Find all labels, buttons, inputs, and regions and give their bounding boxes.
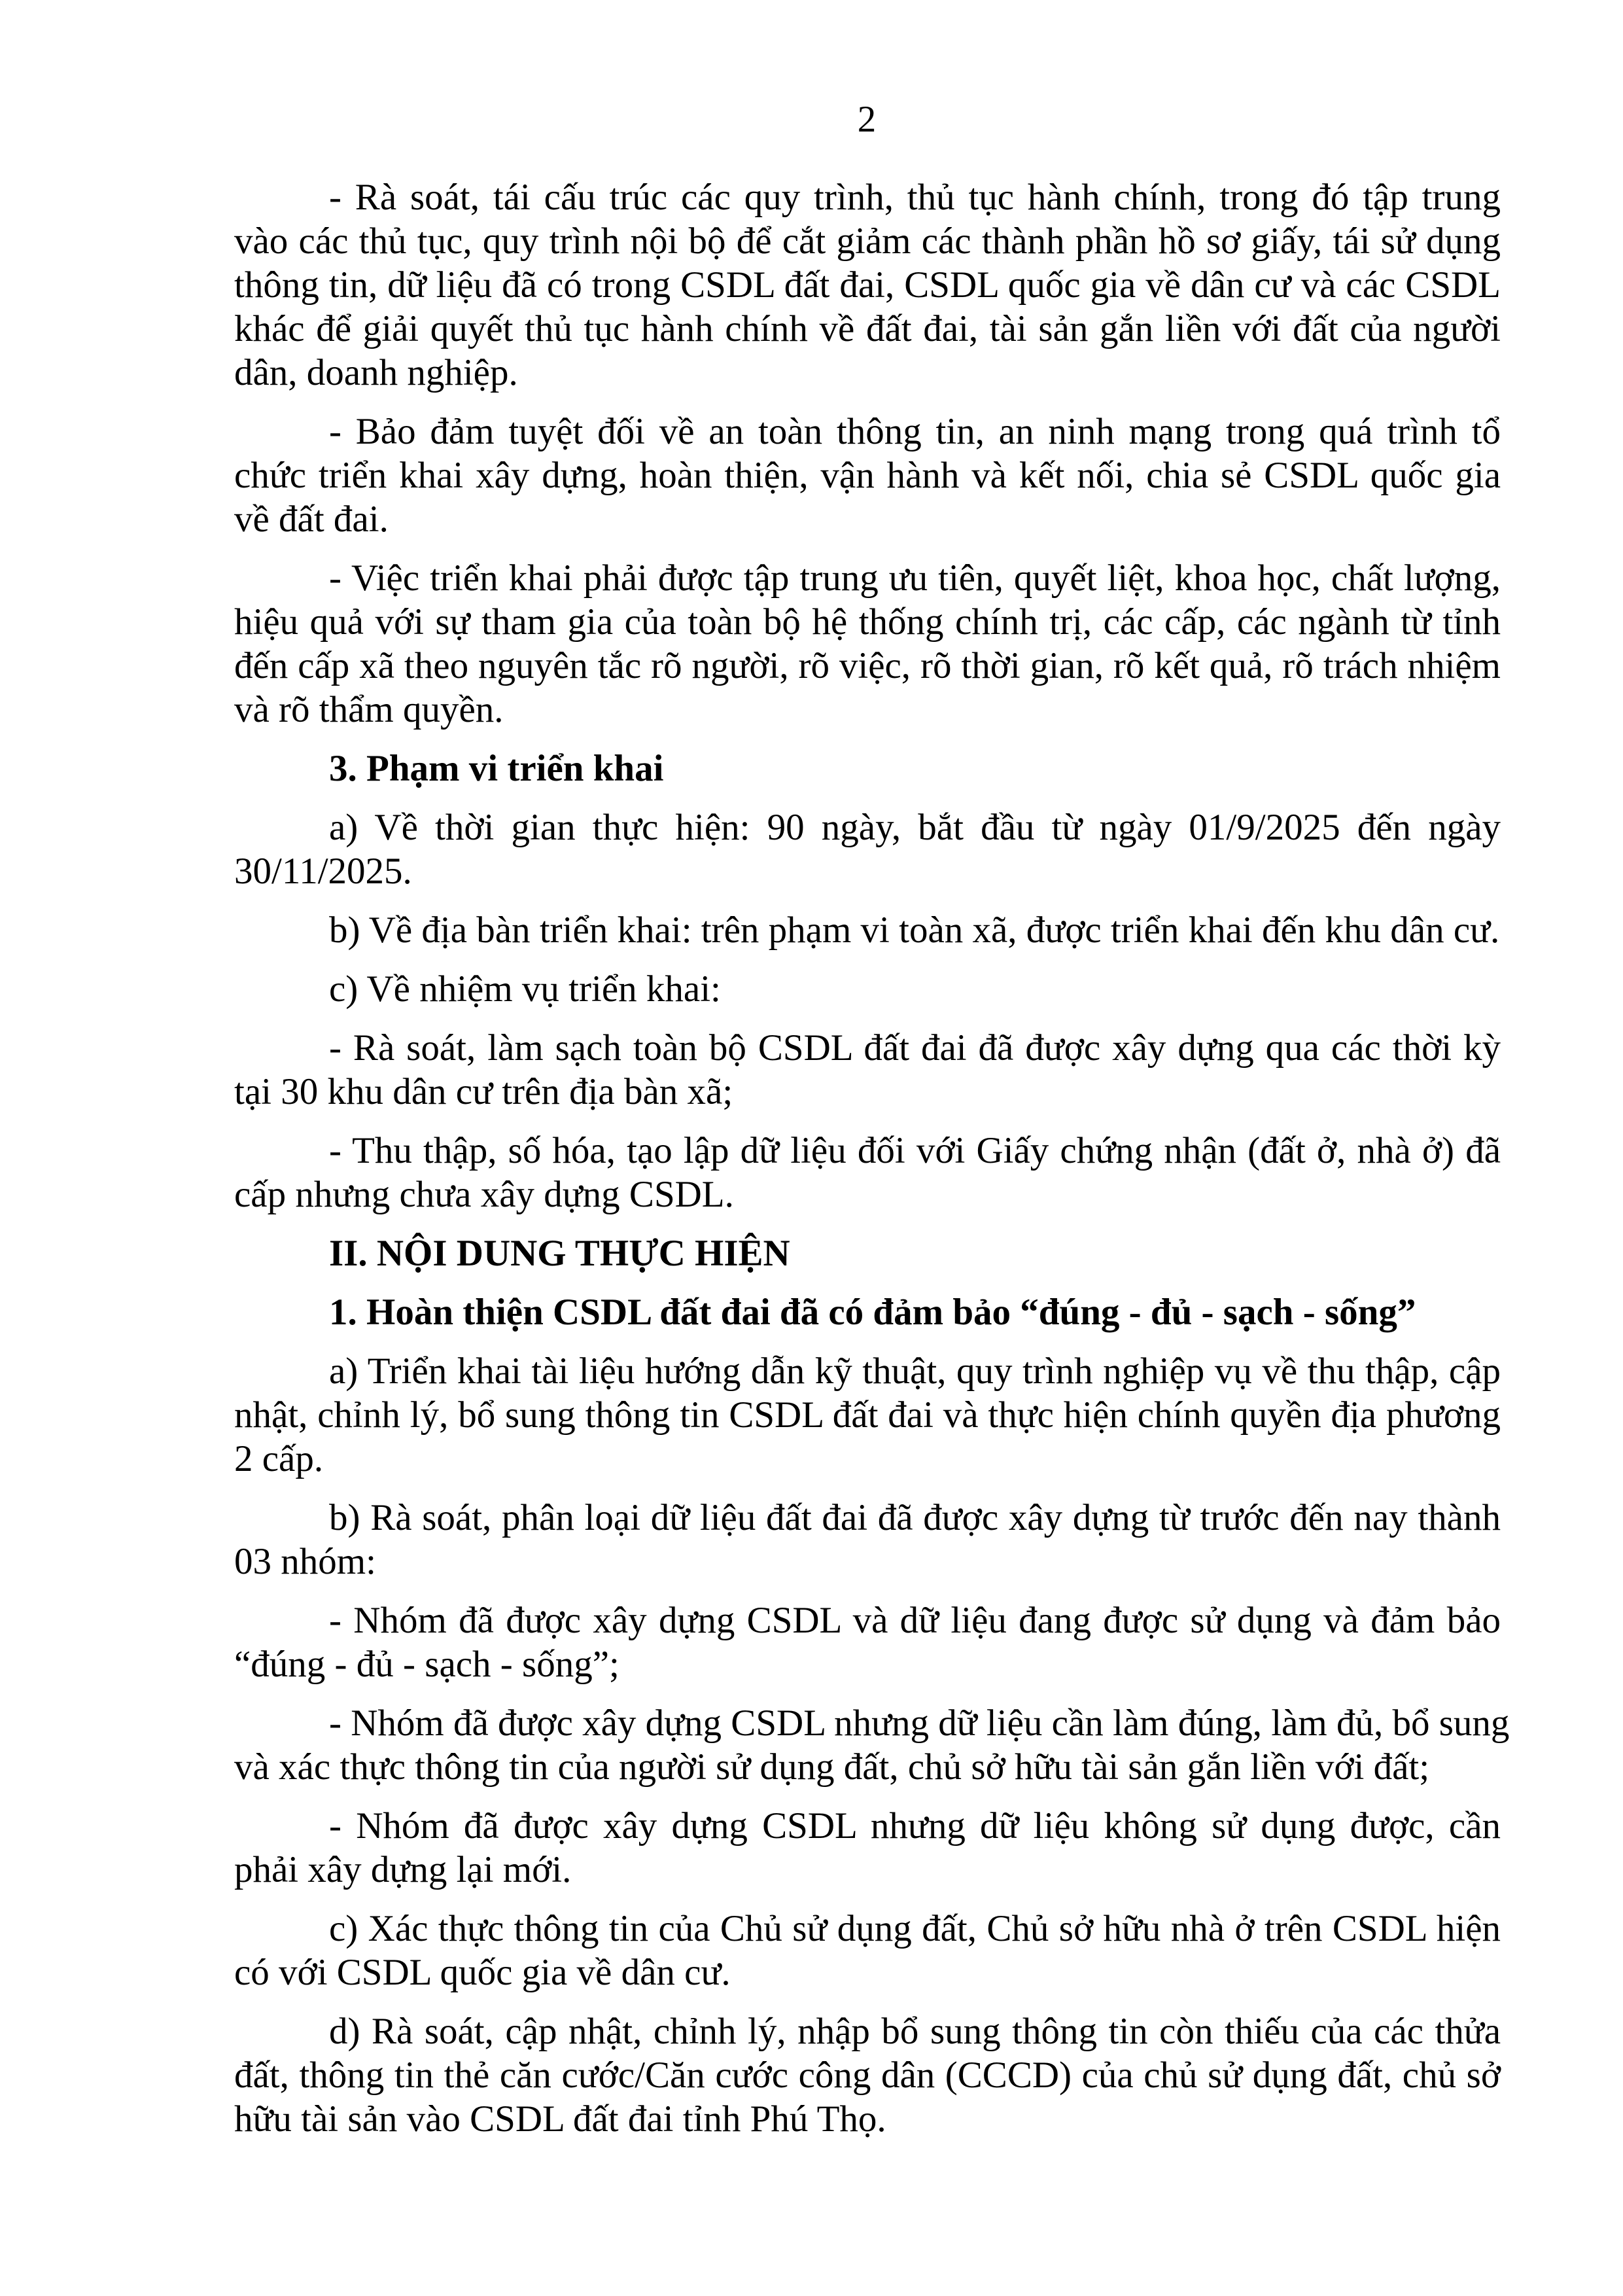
text-line: 1. Hoàn thiện CSDL đất đai đã có đảm bảo “đúng - đủ - sạch - sống” [329,1292,1416,1333]
text-line: - Nhóm đã được xây dựng CSDL nhưng dữ liệu cần làm đúng, làm đủ, bổ sung [329,1703,1510,1744]
paragraph [234,2009,1501,2141]
text-line: a) Triển khai tài liệu hướng dẫn kỹ thuật, quy trình nghiệp vụ về thu thập, cập [329,1351,1501,1392]
paragraph [234,1349,1501,1481]
text-line: khác để giải quyết thủ tục hành chính về đất đai, tài sản gắn liền với đất của người [234,308,1501,349]
paragraph [234,410,1501,541]
text-line: đến cấp xã theo nguyên tắc rõ người, rõ việc, rõ thời gian, rõ kết quả, rõ trách nhiệm [234,645,1501,686]
text-line: chức triển khai xây dựng, hoàn thiện, vận hành và kết nối, chia sẻ CSDL quốc gia [234,455,1501,496]
paragraph [234,1804,1501,1892]
text-line: tại 30 khu dân cư trên địa bàn xã; [234,1071,733,1112]
text-line: - Nhóm đã được xây dựng CSDL và dữ liệu đang được sử dụng và đảm bảo [329,1600,1501,1641]
text-line: cấp nhưng chưa xây dựng CSDL. [234,1174,734,1215]
paragraph [234,1026,1501,1114]
text-line: hiệu quả với sự tham gia của toàn bộ hệ thống chính trị, các cấp, các ngành từ tỉnh [234,601,1501,643]
paragraph [234,1907,1501,1994]
paragraph [234,1496,1501,1583]
text-line: b) Rà soát, phân loại dữ liệu đất đai đã được xây dựng từ trước đến nay thành [329,1497,1501,1538]
text-line: 3. Phạm vi triển khai [329,748,664,789]
text-line: hữu tài sản vào CSDL đất đai tỉnh Phú Thọ. [234,2098,886,2140]
text-line: - Rà soát, tái cấu trúc các quy trình, thủ tục hành chính, trong đó tập trung [329,177,1501,218]
text-line: 03 nhóm: [234,1541,376,1582]
paragraph [234,1129,1501,1216]
text-line: - Việc triển khai phải được tập trung ưu tiên, quyết liệt, khoa học, chất lượng, [329,557,1501,599]
text-line: c) Xác thực thông tin của Chủ sử dụng đất, Chủ sở hữu nhà ở trên CSDL hiện [329,1908,1501,1949]
text-line: - Bảo đảm tuyệt đối về an toàn thông tin, an ninh mạng trong quá trình tổ [329,411,1501,452]
paragraph [234,175,1501,395]
document-body [234,175,1510,2156]
text-line: c) Về nhiệm vụ triển khai: [329,968,721,1010]
paragraph [234,908,1501,952]
text-line: 2 cấp. [234,1438,324,1479]
text-line: về đất đai. [234,499,389,540]
section-heading [234,1290,1501,1334]
text-line: - Thu thập, số hóa, tạo lập dữ liệu đối với Giấy chứng nhận (đất ở, nhà ở) đã [329,1130,1501,1171]
text-line: dân, doanh nghiệp. [234,352,518,393]
text-line: “đúng - đủ - sạch - sống”; [234,1644,620,1685]
section-heading [234,1231,1501,1275]
section-heading [234,747,1501,790]
text-line: - Nhóm đã được xây dựng CSDL nhưng dữ liệu không sử dụng được, cần [329,1805,1501,1846]
text-line: và rõ thẩm quyền. [234,689,504,730]
text-line: phải xây dựng lại mới. [234,1849,572,1890]
paragraph [234,556,1501,732]
paragraph [234,805,1501,893]
text-line: vào các thủ tục, quy trình nội bộ để cắt giảm các thành phần hồ sơ giấy, tái sử dụng [234,221,1501,262]
text-line: đất, thông tin thẻ căn cước/Căn cước công dân (CCCD) của chủ sử dụng đất, chủ sở [234,2055,1501,2096]
paragraph [234,1701,1510,1789]
text-line: a) Về thời gian thực hiện: 90 ngày, bắt đầu từ ngày 01/9/2025 đến ngày [329,807,1501,848]
text-line: 30/11/2025. [234,851,412,892]
page-number: 2 [857,99,877,140]
text-line: và xác thực thông tin của người sử dụng đất, chủ sở hữu tài sản gắn liền với đất; [234,1746,1430,1788]
text-line: - Rà soát, làm sạch toàn bộ CSDL đất đai đã được xây dựng qua các thời kỳ [329,1027,1501,1069]
text-line: nhật, chỉnh lý, bổ sung thông tin CSDL đất đai và thực hiện chính quyền địa phương [234,1394,1501,1436]
paragraph [234,1598,1501,1686]
text-line: d) Rà soát, cập nhật, chỉnh lý, nhập bổ sung thông tin còn thiếu của các thửa [329,2011,1501,2052]
text-line: có với CSDL quốc gia về dân cư. [234,1952,731,1993]
text-line: II. NỘI DUNG THỰC HIỆN [329,1233,790,1274]
paragraph [234,967,1501,1011]
text-line: b) Về địa bàn triển khai: trên phạm vi toàn xã, được triển khai đến khu dân cư. [329,910,1500,951]
text-line: thông tin, dữ liệu đã có trong CSDL đất đai, CSDL quốc gia về dân cư và các CSDL [234,264,1501,306]
